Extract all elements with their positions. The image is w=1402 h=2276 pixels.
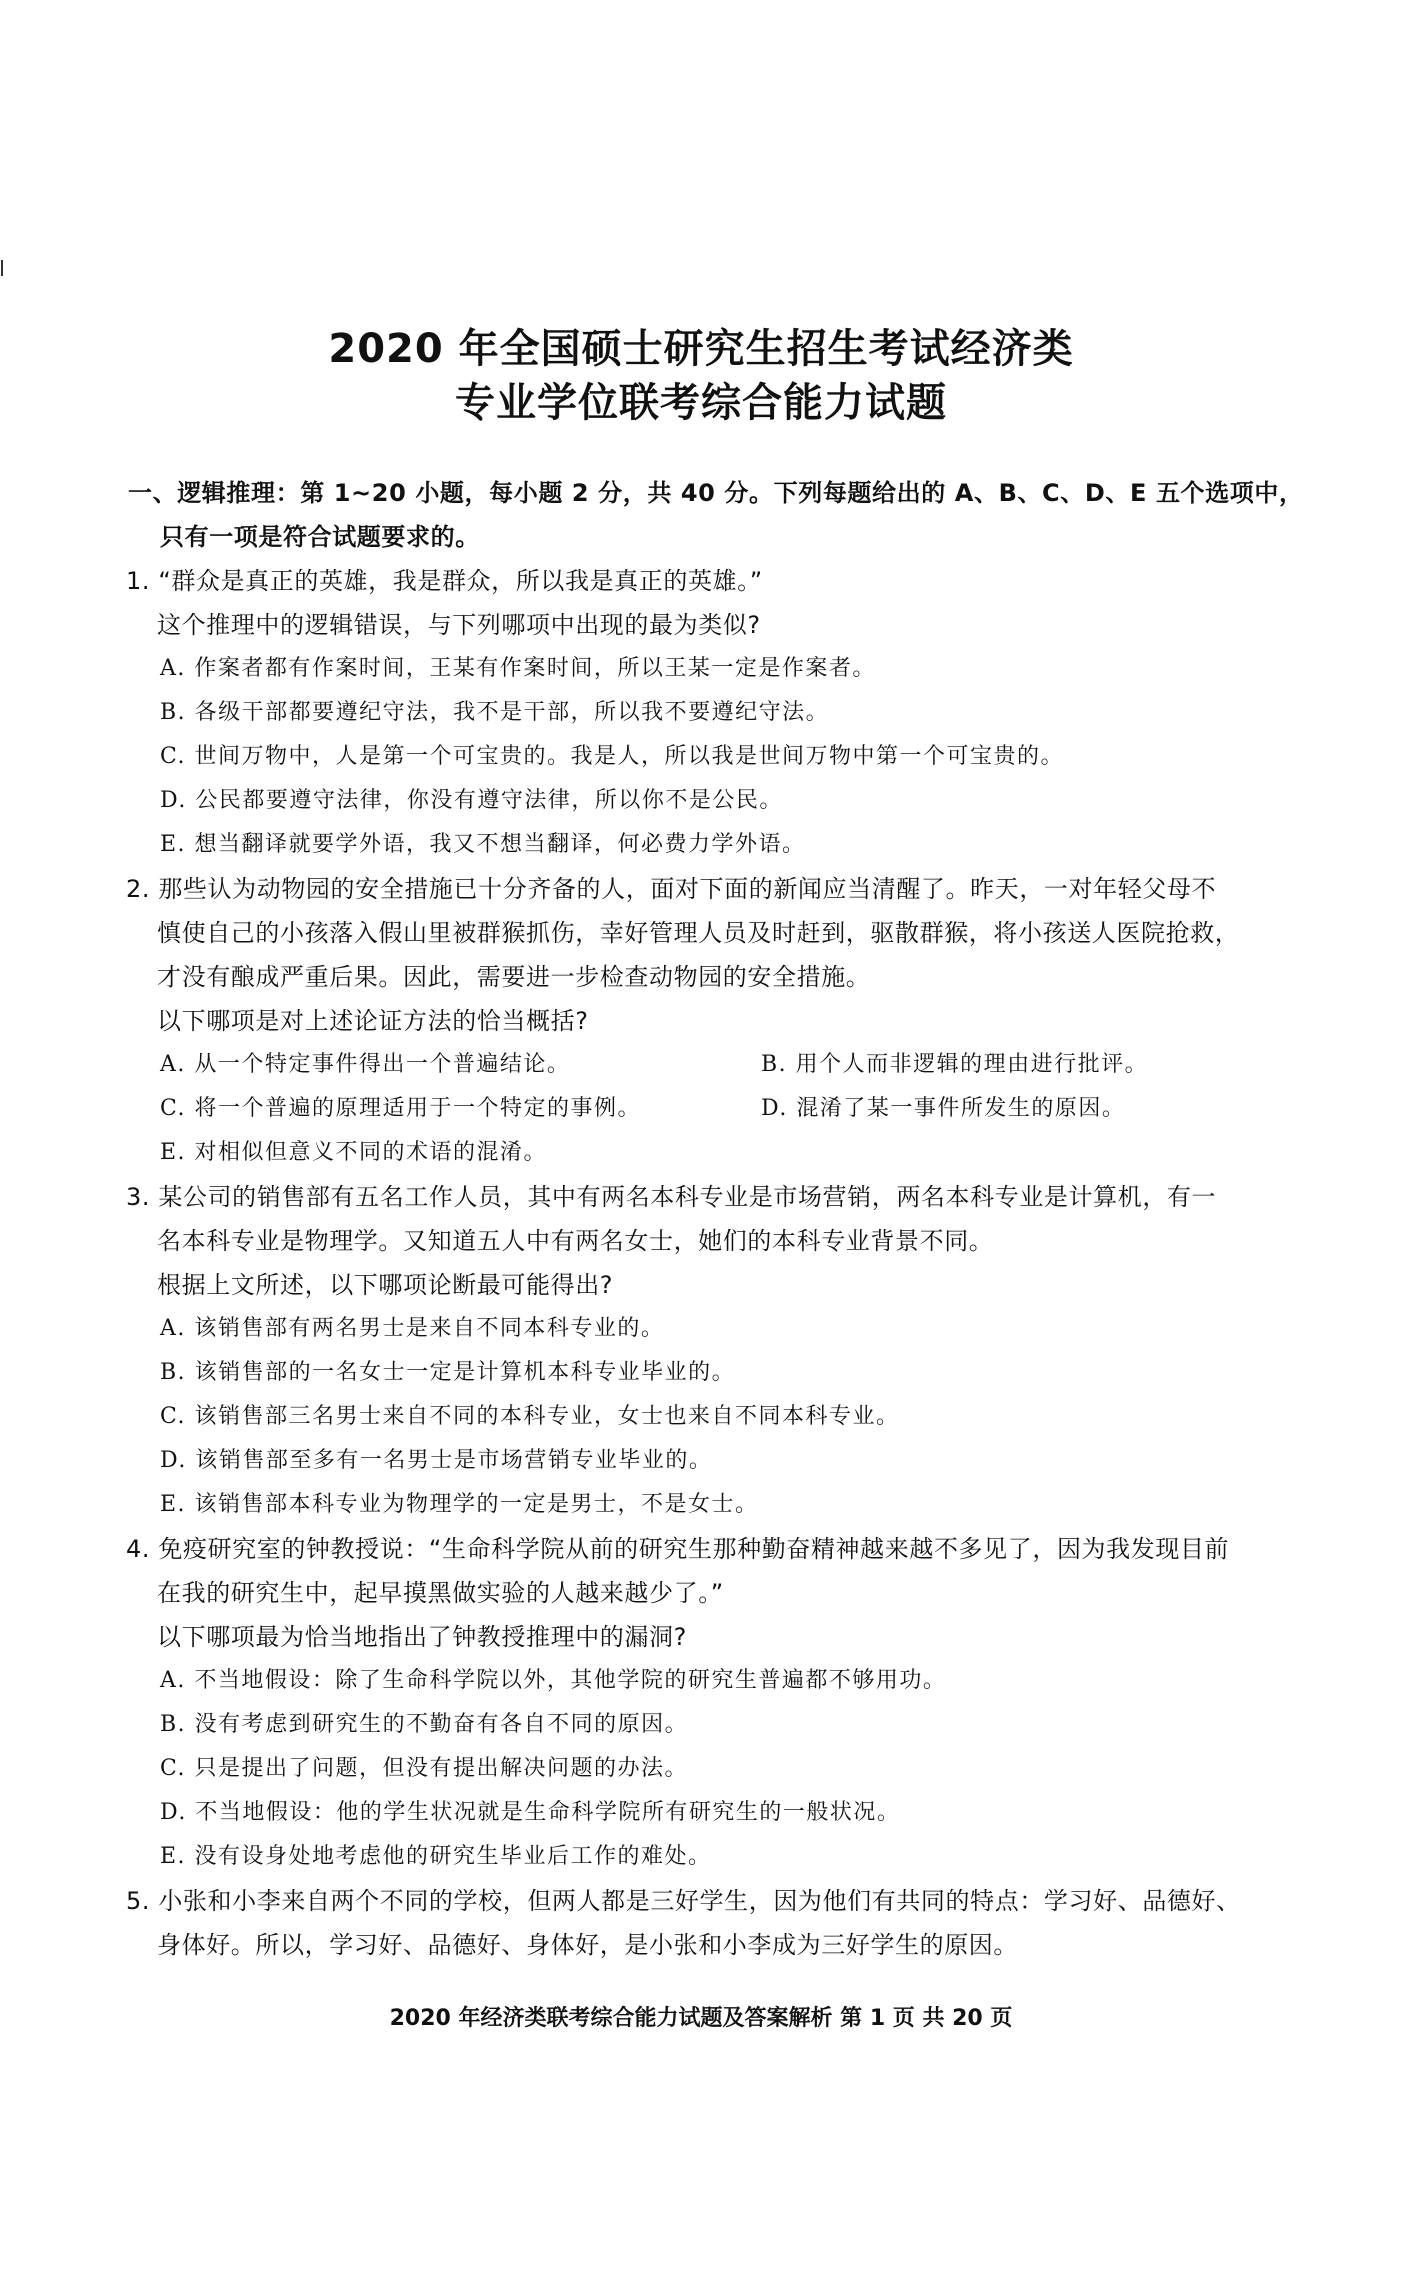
q2-option-a: A. 从一个特定事件得出一个普遍结论。 <box>160 1052 571 1077</box>
q5-stem-line2: 身体好。所以，学习好、品德好、身体好，是小张和小李成为三好学生的原因。 <box>157 1931 1018 1959</box>
q1-option-a: A. 作案者都有作案时间，王某有作案时间，所以王某一定是作案者。 <box>160 656 876 681</box>
q3-option-a: A. 该销售部有两名男士是来自不同本科专业的。 <box>160 1316 665 1341</box>
q3-option-c: C. 该销售部三名男士来自不同的本科专业，女士也来自不同本科专业。 <box>160 1404 900 1429</box>
q1-option-e: E. 想当翻译就要学外语，我又不想当翻译，何必费力学外语。 <box>160 832 806 857</box>
q2-option-e: E. 对相似但意义不同的术语的混淆。 <box>160 1140 548 1165</box>
q2-option-d: D. 混淆了某一事件所发生的原因。 <box>761 1096 1126 1121</box>
q1-stem-line1: 1. “群众是真正的英雄，我是群众，所以我是真正的英雄。” <box>126 567 763 595</box>
q1-option-c: C. 世间万物中，人是第一个可宝贵的。我是人，所以我是世间万物中第一个可宝贵的。 <box>160 744 1065 769</box>
q2-option-c: C. 将一个普遍的原理适用于一个特定的事例。 <box>160 1096 642 1121</box>
section-heading-line1: 一、逻辑推理：第 1~20 小题，每小题 2 分，共 40 分。下列每题给出的 A、B、C、D、E 五个选项中， <box>128 479 1304 507</box>
q2-stem-line1: 2. 那些认为动物园的安全措施已十分齐备的人，面对下面的新闻应当清醒了。昨天，一对年轻父母不 <box>126 875 1217 903</box>
q4-stem-line1: 4. 免疫研究室的钟教授说：“生命科学院从前的研究生那种勤奋精神越来越不多见了，因为我发现目前 <box>126 1535 1230 1563</box>
q2-stem-line4: 以下哪项是对上述论证方法的恰当概括? <box>157 1007 589 1035</box>
q4-option-e: E. 没有设身处地考虑他的研究生毕业后工作的难处。 <box>160 1844 712 1869</box>
q1-option-b: B. 各级干部都要遵纪守法，我不是干部，所以我不要遵纪守法。 <box>160 700 830 725</box>
q5-stem-line1: 5. 小张和小李来自两个不同的学校，但两人都是三好学生，因为他们有共同的特点：学习好、品德好、 <box>126 1887 1241 1915</box>
scan-mark <box>1 260 3 276</box>
exam-title-line2: 专业学位联考综合能力试题 <box>455 380 947 426</box>
q1-stem-line2: 这个推理中的逻辑错误，与下列哪项中出现的最为类似? <box>157 611 761 639</box>
q4-option-c: C. 只是提出了问题，但没有提出解决问题的办法。 <box>160 1756 689 1781</box>
q3-option-b: B. 该销售部的一名女士一定是计算机本科专业毕业的。 <box>160 1360 736 1385</box>
exam-title-line1: 2020 年全国硕士研究生招生考试经济类 <box>328 326 1074 372</box>
q3-stem-line2: 名本科专业是物理学。又知道五人中有两名女士，她们的本科专业背景不同。 <box>157 1227 994 1255</box>
q4-option-b: B. 没有考虑到研究生的不勤奋有各自不同的原因。 <box>160 1712 689 1737</box>
q3-option-d: D. 该销售部至多有一名男士是市场营销专业毕业的。 <box>160 1448 713 1473</box>
q4-stem-line2: 在我的研究生中，起早摸黑做实验的人越来越少了。” <box>157 1579 724 1607</box>
q4-option-d: D. 不当地假设：他的学生状况就是生命科学院所有研究生的一般状况。 <box>160 1800 901 1825</box>
q2-stem-line3: 才没有酿成严重后果。因此，需要进一步检查动物园的安全措施。 <box>157 963 871 991</box>
q3-stem-line1: 3. 某公司的销售部有五名工作人员，其中有两名本科专业是市场营销，两名本科专业是计算机，有一 <box>126 1183 1217 1211</box>
q4-stem-line3: 以下哪项最为恰当地指出了钟教授推理中的漏洞? <box>157 1623 687 1651</box>
q1-option-d: D. 公民都要遵守法律，你没有遵守法律，所以你不是公民。 <box>160 788 783 813</box>
q4-option-a: A. 不当地假设：除了生命科学院以外，其他学院的研究生普遍都不够用功。 <box>160 1668 947 1693</box>
page-footer: 2020 年经济类联考综合能力试题及答案解析 第 1 页 共 20 页 <box>389 2006 1013 2031</box>
q2-stem-line2: 慎使自己的小孩落入假山里被群猴抓伤，幸好管理人员及时赶到，驱散群猴，将小孩送人医院抢救， <box>157 919 1240 947</box>
q3-stem-line3: 根据上文所述，以下哪项论断最可能得出? <box>157 1271 614 1299</box>
section-heading-line2: 只有一项是符合试题要求的。 <box>160 523 480 551</box>
q2-option-b: B. 用个人而非逻辑的理由进行批评。 <box>761 1052 1149 1077</box>
q3-option-e: E. 该销售部本科专业为物理学的一定是男士，不是女士。 <box>160 1492 759 1517</box>
